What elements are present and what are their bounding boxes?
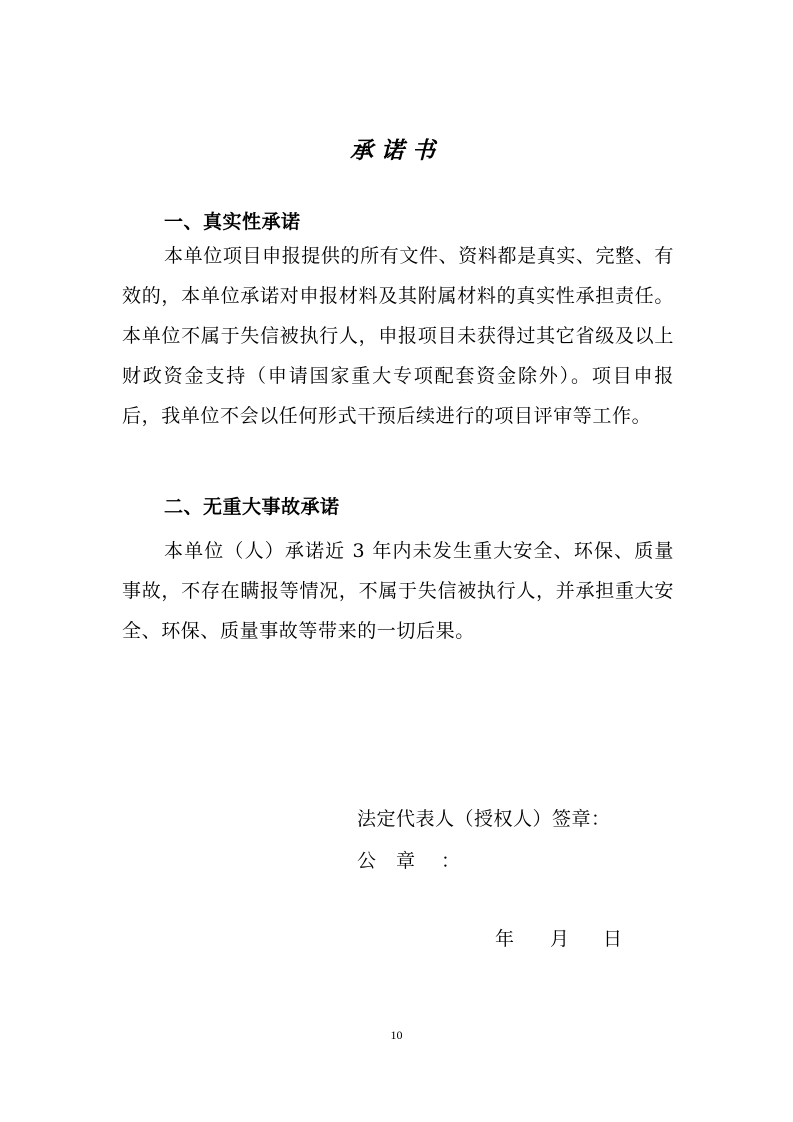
document-title: 承诺书 [350,137,443,164]
legal-representative-signature-label: 法定代表人（授权人）签章： [357,808,611,830]
section-heading-authenticity: 一、真实性承诺 [164,211,301,233]
page-number: 10 [390,1028,403,1042]
date-day-label: 日 [603,928,623,950]
section-body-no-major-accident: 本单位（人）承诺近 3 年内未发生重大安全、环保、质量事故，不存在瞒报等情况，不属于失信被执行人，并承担重大安全、环保、质量事故等带来的一切后果。 [122,540,674,642]
official-seal-label: 公 章 [357,850,416,872]
date-month-label: 月 [550,928,570,950]
section-body-authenticity: 本单位项目申报提供的所有文件、资料都是真实、完整、有效的，本单位承诺对申报材料及其附属材料的真实性承担责任。本单位不属于失信被执行人，申报项目未获得过其它省级及以上财政资金支持（申请国家重大专项配套资金除外）。项目申报后，我单位不会以任何形式干预后续进行的项目评审等工作。 [122,245,674,427]
official-seal-colon: ： [441,850,461,872]
section-heading-no-major-accident: 二、无重大事故承诺 [164,496,340,518]
date-year-label: 年 [495,928,515,950]
official-seal-line [357,846,461,873]
